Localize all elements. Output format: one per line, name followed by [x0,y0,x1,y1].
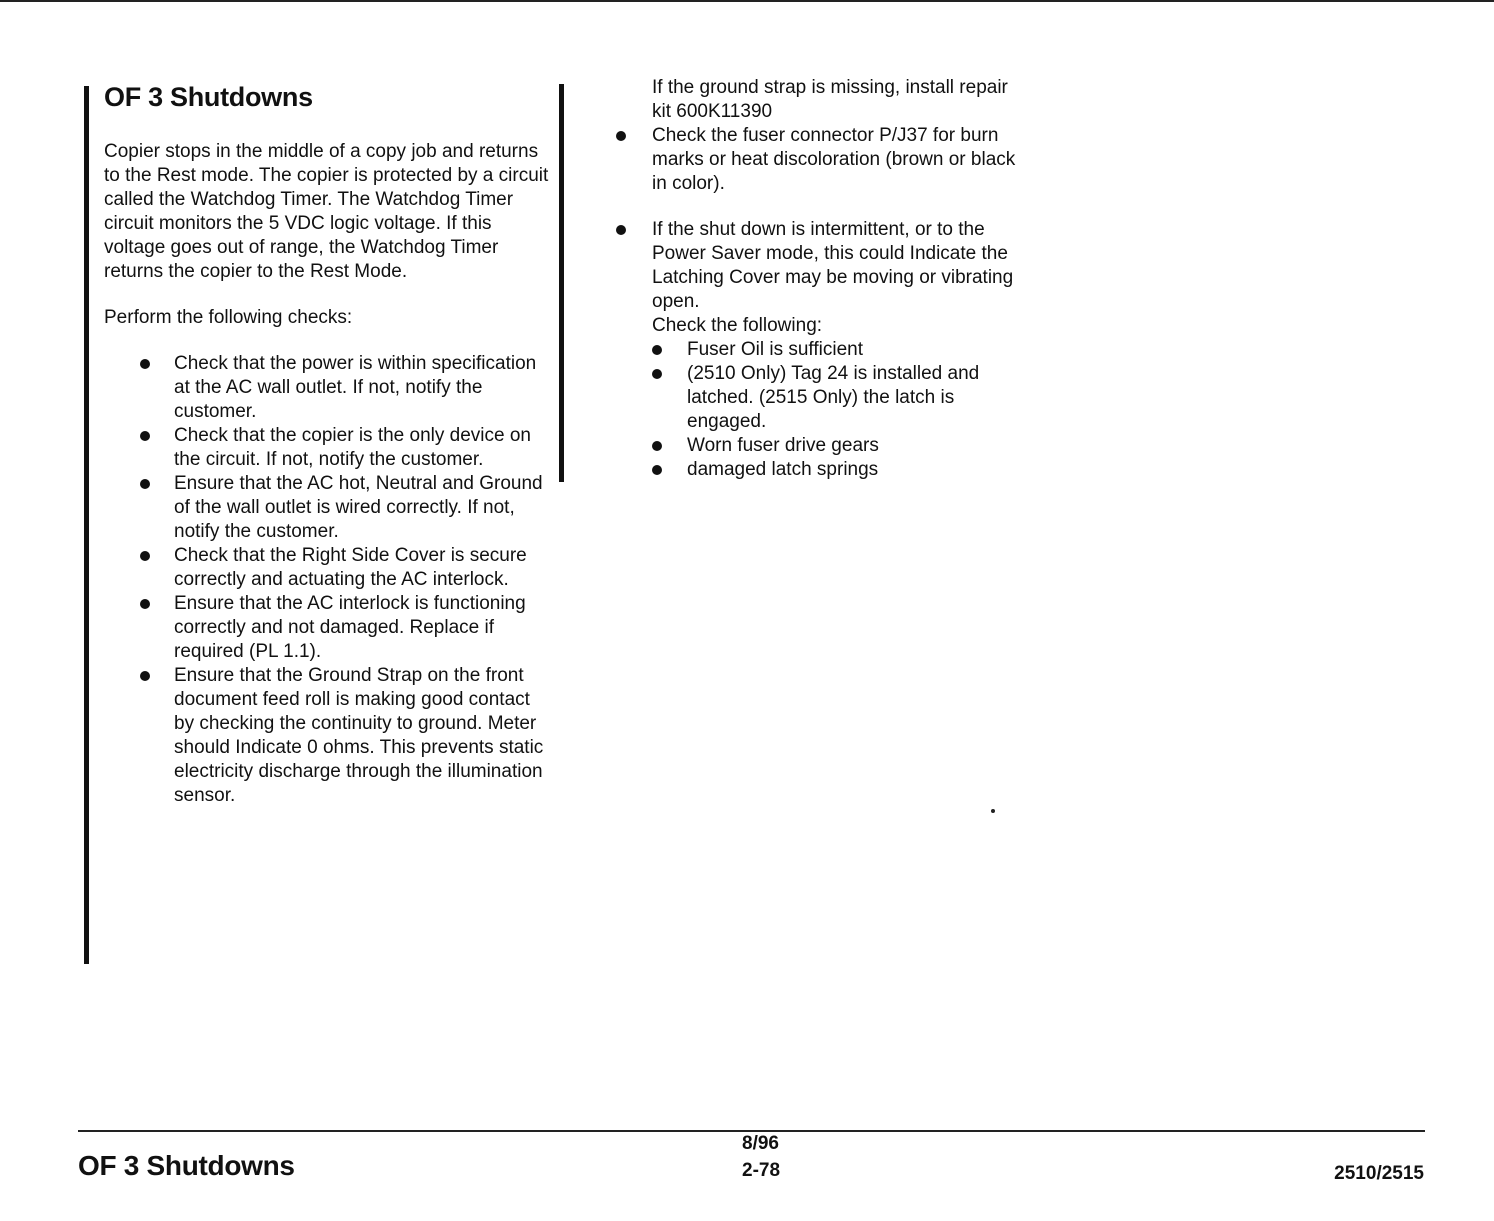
list-item-text: damaged latch springs [687,459,879,480]
top-border-line [0,0,1494,2]
bullet-icon [652,441,662,451]
bullet-icon [616,131,626,141]
ground-strap-continuation: If the ground strap is missing, install repair kit 600K11390 [652,77,1008,122]
list-item-text: Ensure that the AC hot, Neutral and Ground of the wall outlet is wired correctly. If not, notify the customer. [174,473,543,542]
bullet-icon [652,345,662,355]
list-item-text: Check that the copier is the only device on the circuit. If not, notify the customer. [174,425,531,470]
footer-date: 8/96 [742,1133,779,1154]
footer-model: 2510/2515 [1334,1163,1424,1184]
list-item-text: Check that the Right Side Cover is secure correctly and actuating the AC interlock. [174,545,527,590]
left-column [104,140,554,808]
list-item [174,352,554,424]
list-item [652,218,1032,482]
list-item-text: Ensure that the AC interlock is functioning correctly and not damaged. Replace if required (PL 1.1). [174,593,526,662]
scan-speck [991,809,995,813]
bullet-icon [652,369,662,379]
bullet-icon [140,431,150,441]
page-title: OF 3 Shutdowns [104,82,313,112]
list-item [174,592,554,664]
sub-checks-list [687,338,1032,482]
right-checks-list [652,124,1032,482]
list-item-text: Ensure that the Ground Strap on the front document feed roll is making good contact by checking the continuity to ground. Meter should Indicate 0 ohms. This prevents static electricity discharge through the illumination sensor. [174,665,544,806]
list-item [652,124,1032,196]
footer-title: OF 3 Shutdowns [78,1150,295,1181]
bullet-icon [616,225,626,235]
list-item-text: Worn fuser drive gears [687,435,879,456]
bullet-icon [140,671,150,681]
checks-lead: Perform the following checks: [104,307,353,328]
footer-rule [78,1130,1425,1132]
check-following-label: Check the following: [652,315,823,336]
list-item-text: If the shut down is intermittent, or to the Power Saver mode, this could Indicate the Latching Cover may be moving or vibrating open. [652,219,1014,312]
bullet-icon [140,479,150,489]
list-item [687,434,1032,458]
list-item [687,338,1032,362]
list-item-text: Check the fuser connector P/J37 for burn marks or heat discoloration (brown or black in color). [652,125,1016,194]
list-item [687,458,1032,482]
list-item-text: (2510 Only) Tag 24 is installed and latched. (2515 Only) the latch is engaged. [687,363,980,432]
bullet-icon [140,359,150,369]
intro-paragraph: Copier stops in the middle of a copy job and returns to the Rest mode. The copier is protected by a circuit called the Watchdog Timer. The Watchdog Timer circuit monitors the 5 VDC logic voltage. If this voltage goes out of range, the Watchdog Timer returns the copier to the Rest Mode. [104,141,549,282]
list-item-text: Check that the power is within specification at the AC wall outlet. If not, notify the customer. [174,353,537,422]
change-bar-left [84,86,89,964]
list-item [174,664,554,808]
list-item [174,424,554,472]
bullet-icon [140,599,150,609]
page-number: 2-78 [742,1160,781,1181]
right-column [652,76,1032,482]
list-item [174,472,554,544]
list-item [687,362,1032,434]
change-bar-middle [559,84,564,482]
checks-list [174,352,554,808]
bullet-icon [652,465,662,475]
bullet-icon [140,551,150,561]
list-item [174,544,554,592]
list-item-text: Fuser Oil is sufficient [687,339,863,360]
